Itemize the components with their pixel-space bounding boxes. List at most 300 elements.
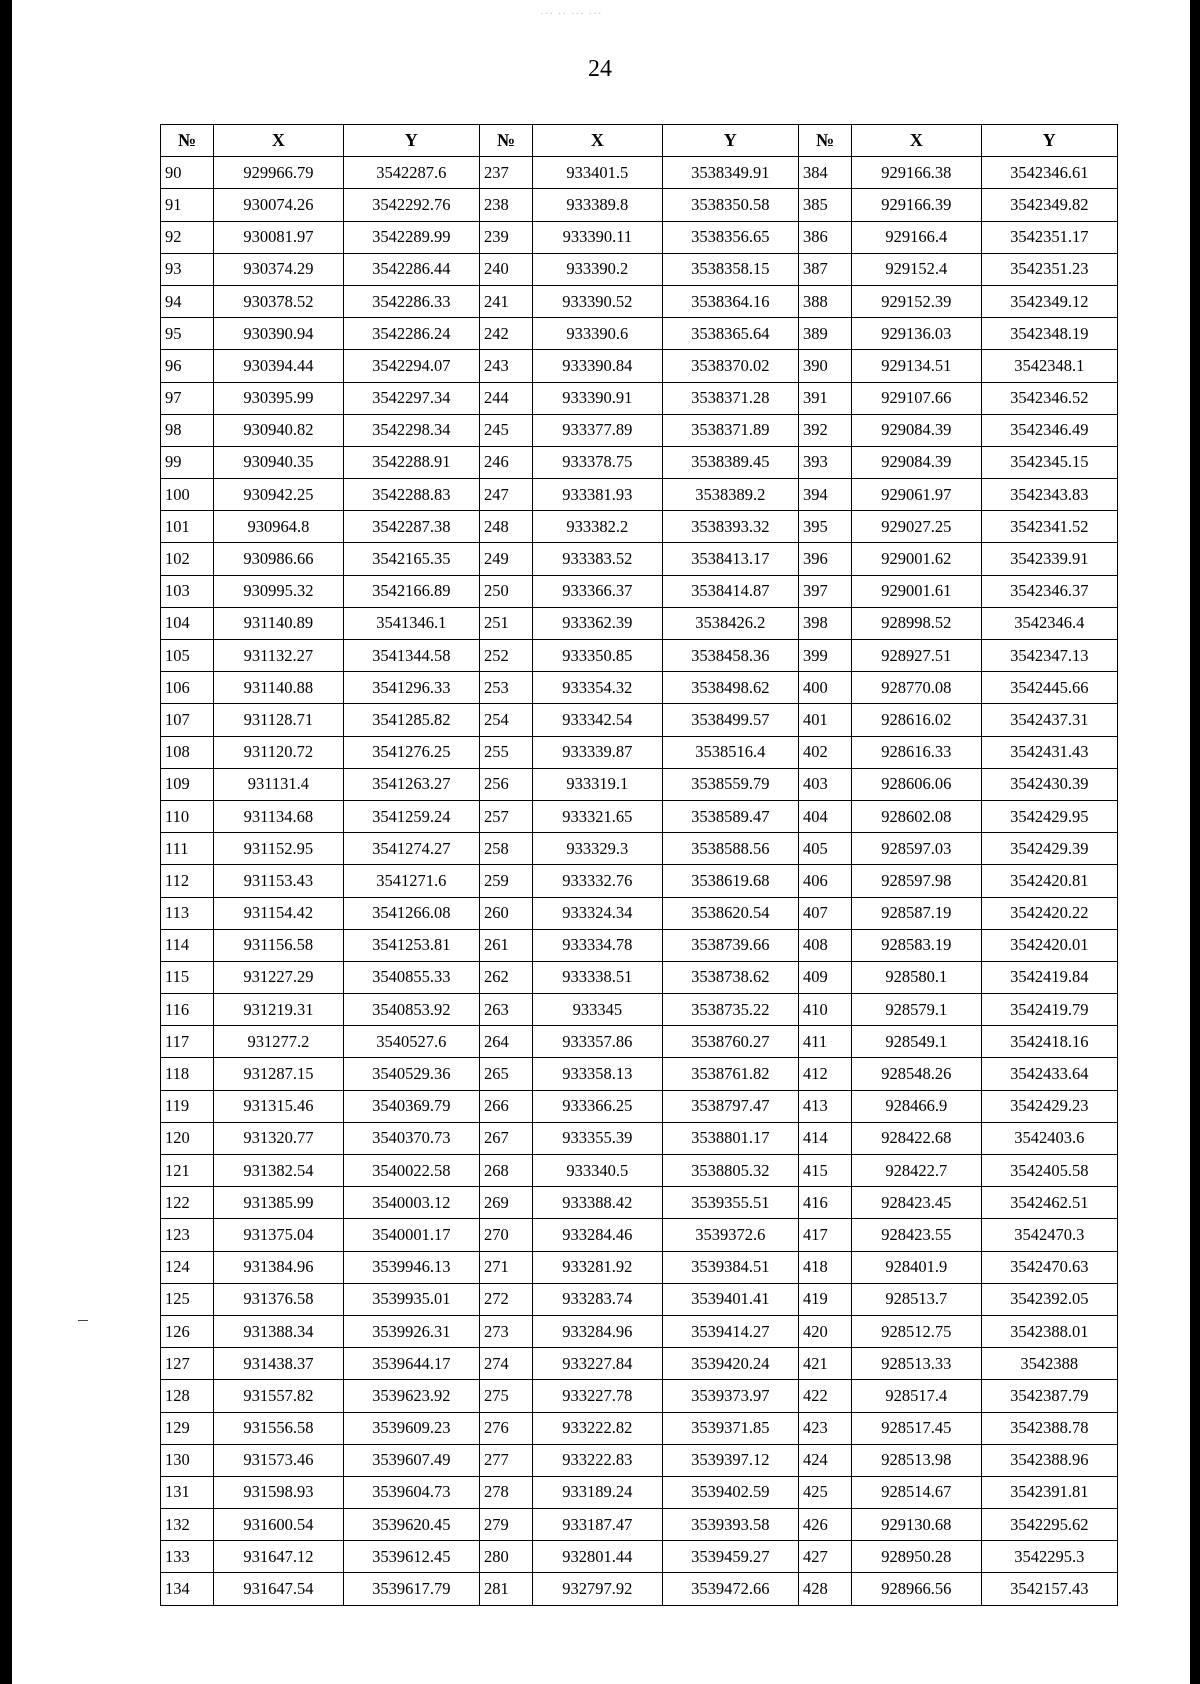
point-number-cell: 101 <box>161 511 214 543</box>
point-number-cell: 112 <box>161 865 214 897</box>
point-number-cell: 395 <box>798 511 851 543</box>
x-coordinate-cell: 933338.51 <box>533 961 662 993</box>
x-coordinate-cell: 929084.39 <box>852 414 981 446</box>
y-coordinate-cell: 3542346.61 <box>981 157 1117 189</box>
table-row <box>161 704 1118 736</box>
point-number-cell: 121 <box>161 1155 214 1187</box>
point-number-cell: 404 <box>798 800 851 832</box>
y-coordinate-cell: 3540022.58 <box>343 1155 479 1187</box>
x-coordinate-cell: 931573.46 <box>214 1444 343 1476</box>
x-coordinate-cell: 933354.32 <box>533 672 662 704</box>
point-number-cell: 133 <box>161 1541 214 1573</box>
point-number-cell: 280 <box>479 1541 532 1573</box>
y-coordinate-cell: 3538371.89 <box>662 414 798 446</box>
point-number-cell: 397 <box>798 575 851 607</box>
point-number-cell: 406 <box>798 865 851 897</box>
x-coordinate-cell: 933357.86 <box>533 1026 662 1058</box>
x-coordinate-cell: 930374.29 <box>214 253 343 285</box>
x-coordinate-cell: 928927.51 <box>852 640 981 672</box>
y-coordinate-cell: 3538797.47 <box>662 1090 798 1122</box>
table-row <box>161 929 1118 961</box>
x-coordinate-cell: 929166.4 <box>852 221 981 253</box>
y-coordinate-cell: 3539371.85 <box>662 1412 798 1444</box>
y-coordinate-cell: 3538801.17 <box>662 1122 798 1154</box>
point-number-cell: 241 <box>479 285 532 317</box>
point-number-cell: 127 <box>161 1348 214 1380</box>
table-row <box>161 414 1118 446</box>
x-coordinate-cell: 928517.45 <box>852 1412 981 1444</box>
point-number-cell: 99 <box>161 446 214 478</box>
y-coordinate-cell: 3542351.17 <box>981 221 1117 253</box>
point-number-cell: 104 <box>161 607 214 639</box>
y-coordinate-cell: 3540527.6 <box>343 1026 479 1058</box>
x-coordinate-cell: 933281.92 <box>533 1251 662 1283</box>
point-number-cell: 90 <box>161 157 214 189</box>
x-coordinate-cell: 929152.39 <box>852 285 981 317</box>
x-coordinate-cell: 931140.88 <box>214 672 343 704</box>
x-coordinate-cell: 928514.67 <box>852 1476 981 1508</box>
column-header-y: Y <box>662 125 798 157</box>
y-coordinate-cell: 3542349.12 <box>981 285 1117 317</box>
point-number-cell: 270 <box>479 1219 532 1251</box>
y-coordinate-cell: 3539384.51 <box>662 1251 798 1283</box>
point-number-cell: 414 <box>798 1122 851 1154</box>
y-coordinate-cell: 3538356.65 <box>662 221 798 253</box>
point-number-cell: 108 <box>161 736 214 768</box>
y-coordinate-cell: 3538738.62 <box>662 961 798 993</box>
y-coordinate-cell: 3542433.64 <box>981 1058 1117 1090</box>
table-body <box>161 157 1118 1605</box>
x-coordinate-cell: 929134.51 <box>852 350 981 382</box>
table-row <box>161 318 1118 350</box>
point-number-cell: 410 <box>798 994 851 1026</box>
y-coordinate-cell: 3538413.17 <box>662 543 798 575</box>
y-coordinate-cell: 3542288.91 <box>343 446 479 478</box>
x-coordinate-cell: 928548.26 <box>852 1058 981 1090</box>
x-coordinate-cell: 930395.99 <box>214 382 343 414</box>
scan-binding-edge-left <box>0 0 12 1684</box>
x-coordinate-cell: 933350.85 <box>533 640 662 672</box>
x-coordinate-cell: 929107.66 <box>852 382 981 414</box>
table-row <box>161 1283 1118 1315</box>
point-number-cell: 269 <box>479 1187 532 1219</box>
y-coordinate-cell: 3541285.82 <box>343 704 479 736</box>
y-coordinate-cell: 3542420.81 <box>981 865 1117 897</box>
x-coordinate-cell: 933382.2 <box>533 511 662 543</box>
x-coordinate-cell: 933377.89 <box>533 414 662 446</box>
y-coordinate-cell: 3538349.91 <box>662 157 798 189</box>
point-number-cell: 119 <box>161 1090 214 1122</box>
y-coordinate-cell: 3539946.13 <box>343 1251 479 1283</box>
x-coordinate-cell: 930940.35 <box>214 446 343 478</box>
y-coordinate-cell: 3542286.44 <box>343 253 479 285</box>
point-number-cell: 264 <box>479 1026 532 1058</box>
point-number-cell: 420 <box>798 1315 851 1347</box>
x-coordinate-cell: 928513.33 <box>852 1348 981 1380</box>
y-coordinate-cell: 3542346.4 <box>981 607 1117 639</box>
x-coordinate-cell: 933222.82 <box>533 1412 662 1444</box>
x-coordinate-cell: 933358.13 <box>533 1058 662 1090</box>
y-coordinate-cell: 3542419.79 <box>981 994 1117 1026</box>
y-coordinate-cell: 3539402.59 <box>662 1476 798 1508</box>
x-coordinate-cell: 931384.96 <box>214 1251 343 1283</box>
x-coordinate-cell: 933321.65 <box>533 800 662 832</box>
point-number-cell: 281 <box>479 1573 532 1605</box>
y-coordinate-cell: 3542431.43 <box>981 736 1117 768</box>
point-number-cell: 254 <box>479 704 532 736</box>
point-number-cell: 266 <box>479 1090 532 1122</box>
point-number-cell: 122 <box>161 1187 214 1219</box>
point-number-cell: 100 <box>161 479 214 511</box>
y-coordinate-cell: 3539617.79 <box>343 1573 479 1605</box>
x-coordinate-cell: 931152.95 <box>214 833 343 865</box>
y-coordinate-cell: 3538805.32 <box>662 1155 798 1187</box>
y-coordinate-cell: 3538393.32 <box>662 511 798 543</box>
point-number-cell: 412 <box>798 1058 851 1090</box>
y-coordinate-cell: 3542387.79 <box>981 1380 1117 1412</box>
y-coordinate-cell: 3542430.39 <box>981 768 1117 800</box>
y-coordinate-cell: 3539472.66 <box>662 1573 798 1605</box>
y-coordinate-cell: 3538516.4 <box>662 736 798 768</box>
x-coordinate-cell: 931156.58 <box>214 929 343 961</box>
table-row <box>161 1026 1118 1058</box>
x-coordinate-cell: 928587.19 <box>852 897 981 929</box>
x-coordinate-cell: 929166.39 <box>852 189 981 221</box>
column-header-y: Y <box>343 125 479 157</box>
point-number-cell: 384 <box>798 157 851 189</box>
point-number-cell: 279 <box>479 1509 532 1541</box>
table-row <box>161 1122 1118 1154</box>
point-number-cell: 265 <box>479 1058 532 1090</box>
table-row <box>161 1187 1118 1219</box>
point-number-cell: 124 <box>161 1251 214 1283</box>
x-coordinate-cell: 931388.34 <box>214 1315 343 1347</box>
x-coordinate-cell: 933189.24 <box>533 1476 662 1508</box>
x-coordinate-cell: 931376.58 <box>214 1283 343 1315</box>
x-coordinate-cell: 933388.42 <box>533 1187 662 1219</box>
point-number-cell: 240 <box>479 253 532 285</box>
x-coordinate-cell: 931315.46 <box>214 1090 343 1122</box>
point-number-cell: 411 <box>798 1026 851 1058</box>
table-row <box>161 1315 1118 1347</box>
y-coordinate-cell: 3538589.47 <box>662 800 798 832</box>
point-number-cell: 399 <box>798 640 851 672</box>
point-number-cell: 428 <box>798 1573 851 1605</box>
y-coordinate-cell: 3541271.6 <box>343 865 479 897</box>
y-coordinate-cell: 3541253.81 <box>343 929 479 961</box>
y-coordinate-cell: 3539459.27 <box>662 1541 798 1573</box>
point-number-cell: 400 <box>798 672 851 704</box>
x-coordinate-cell: 933401.5 <box>533 157 662 189</box>
point-number-cell: 130 <box>161 1444 214 1476</box>
x-coordinate-cell: 930995.32 <box>214 575 343 607</box>
y-coordinate-cell: 3542429.23 <box>981 1090 1117 1122</box>
x-coordinate-cell: 933390.2 <box>533 253 662 285</box>
point-number-cell: 274 <box>479 1348 532 1380</box>
column-header-x: X <box>533 125 662 157</box>
point-number-cell: 387 <box>798 253 851 285</box>
x-coordinate-cell: 930074.26 <box>214 189 343 221</box>
table-row <box>161 865 1118 897</box>
point-number-cell: 105 <box>161 640 214 672</box>
y-coordinate-cell: 3538499.57 <box>662 704 798 736</box>
y-coordinate-cell: 3541346.1 <box>343 607 479 639</box>
x-coordinate-cell: 928597.03 <box>852 833 981 865</box>
x-coordinate-cell: 931287.15 <box>214 1058 343 1090</box>
point-number-cell: 125 <box>161 1283 214 1315</box>
x-coordinate-cell: 933342.54 <box>533 704 662 736</box>
point-number-cell: 117 <box>161 1026 214 1058</box>
x-coordinate-cell: 928583.19 <box>852 929 981 961</box>
table-header-row <box>161 125 1118 157</box>
point-number-cell: 106 <box>161 672 214 704</box>
point-number-cell: 114 <box>161 929 214 961</box>
x-coordinate-cell: 933284.96 <box>533 1315 662 1347</box>
point-number-cell: 253 <box>479 672 532 704</box>
point-number-cell: 134 <box>161 1573 214 1605</box>
point-number-cell: 93 <box>161 253 214 285</box>
y-coordinate-cell: 3538364.16 <box>662 285 798 317</box>
y-coordinate-cell: 3541259.24 <box>343 800 479 832</box>
x-coordinate-cell: 933362.39 <box>533 607 662 639</box>
x-coordinate-cell: 931154.42 <box>214 897 343 929</box>
x-coordinate-cell: 933227.84 <box>533 1348 662 1380</box>
point-number-cell: 249 <box>479 543 532 575</box>
point-number-cell: 396 <box>798 543 851 575</box>
point-number-cell: 409 <box>798 961 851 993</box>
x-coordinate-cell: 931556.58 <box>214 1412 343 1444</box>
table-row <box>161 1090 1118 1122</box>
point-number-cell: 255 <box>479 736 532 768</box>
x-coordinate-cell: 930081.97 <box>214 221 343 253</box>
table-row <box>161 350 1118 382</box>
point-number-cell: 423 <box>798 1412 851 1444</box>
y-coordinate-cell: 3542345.15 <box>981 446 1117 478</box>
x-coordinate-cell: 928606.06 <box>852 768 981 800</box>
x-coordinate-cell: 928770.08 <box>852 672 981 704</box>
y-coordinate-cell: 3542341.52 <box>981 511 1117 543</box>
y-coordinate-cell: 3538389.45 <box>662 446 798 478</box>
point-number-cell: 418 <box>798 1251 851 1283</box>
y-coordinate-cell: 3539604.73 <box>343 1476 479 1508</box>
x-coordinate-cell: 933378.75 <box>533 446 662 478</box>
point-number-cell: 260 <box>479 897 532 929</box>
x-coordinate-cell: 933390.84 <box>533 350 662 382</box>
point-number-cell: 113 <box>161 897 214 929</box>
y-coordinate-cell: 3542391.81 <box>981 1476 1117 1508</box>
y-coordinate-cell: 3538620.54 <box>662 897 798 929</box>
point-number-cell: 256 <box>479 768 532 800</box>
column-header-x: X <box>852 125 981 157</box>
point-number-cell: 109 <box>161 768 214 800</box>
point-number-cell: 92 <box>161 221 214 253</box>
x-coordinate-cell: 928466.9 <box>852 1090 981 1122</box>
y-coordinate-cell: 3538414.87 <box>662 575 798 607</box>
x-coordinate-cell: 931131.4 <box>214 768 343 800</box>
y-coordinate-cell: 3542405.58 <box>981 1155 1117 1187</box>
margin-mark <box>78 1320 88 1321</box>
point-number-cell: 110 <box>161 800 214 832</box>
x-coordinate-cell: 928513.98 <box>852 1444 981 1476</box>
table-row <box>161 1541 1118 1573</box>
point-number-cell: 275 <box>479 1380 532 1412</box>
point-number-cell: 392 <box>798 414 851 446</box>
point-number-cell: 111 <box>161 833 214 865</box>
table-row <box>161 994 1118 1026</box>
x-coordinate-cell: 931153.43 <box>214 865 343 897</box>
x-coordinate-cell: 931120.72 <box>214 736 343 768</box>
point-number-cell: 126 <box>161 1315 214 1347</box>
y-coordinate-cell: 3542420.01 <box>981 929 1117 961</box>
y-coordinate-cell: 3538370.02 <box>662 350 798 382</box>
y-coordinate-cell: 3538389.2 <box>662 479 798 511</box>
point-number-cell: 118 <box>161 1058 214 1090</box>
y-coordinate-cell: 3542437.31 <box>981 704 1117 736</box>
y-coordinate-cell: 3538739.66 <box>662 929 798 961</box>
x-coordinate-cell: 930942.25 <box>214 479 343 511</box>
point-number-cell: 107 <box>161 704 214 736</box>
column-header-x: X <box>214 125 343 157</box>
table-row <box>161 1573 1118 1605</box>
point-number-cell: 403 <box>798 768 851 800</box>
y-coordinate-cell: 3538588.56 <box>662 833 798 865</box>
y-coordinate-cell: 3541263.27 <box>343 768 479 800</box>
y-coordinate-cell: 3540370.73 <box>343 1122 479 1154</box>
y-coordinate-cell: 3542388.78 <box>981 1412 1117 1444</box>
point-number-cell: 258 <box>479 833 532 865</box>
x-coordinate-cell: 931132.27 <box>214 640 343 672</box>
y-coordinate-cell: 3542295.62 <box>981 1509 1117 1541</box>
table-row <box>161 607 1118 639</box>
point-number-cell: 131 <box>161 1476 214 1508</box>
y-coordinate-cell: 3542418.16 <box>981 1026 1117 1058</box>
x-coordinate-cell: 933329.3 <box>533 833 662 865</box>
table-row <box>161 961 1118 993</box>
x-coordinate-cell: 928423.45 <box>852 1187 981 1219</box>
point-number-cell: 394 <box>798 479 851 511</box>
y-coordinate-cell: 3542287.38 <box>343 511 479 543</box>
y-coordinate-cell: 3539401.41 <box>662 1283 798 1315</box>
table-row <box>161 446 1118 478</box>
point-number-cell: 116 <box>161 994 214 1026</box>
point-number-cell: 239 <box>479 221 532 253</box>
x-coordinate-cell: 928513.7 <box>852 1283 981 1315</box>
table-row <box>161 1251 1118 1283</box>
x-coordinate-cell: 933332.76 <box>533 865 662 897</box>
point-number-cell: 238 <box>479 189 532 221</box>
y-coordinate-cell: 3538365.64 <box>662 318 798 350</box>
point-number-cell: 250 <box>479 575 532 607</box>
table-row <box>161 157 1118 189</box>
x-coordinate-cell: 933340.5 <box>533 1155 662 1187</box>
y-coordinate-cell: 3542346.49 <box>981 414 1117 446</box>
x-coordinate-cell: 933187.47 <box>533 1509 662 1541</box>
x-coordinate-cell: 928401.9 <box>852 1251 981 1283</box>
y-coordinate-cell: 3540369.79 <box>343 1090 479 1122</box>
point-number-cell: 242 <box>479 318 532 350</box>
point-number-cell: 405 <box>798 833 851 865</box>
x-coordinate-cell: 933284.46 <box>533 1219 662 1251</box>
point-number-cell: 237 <box>479 157 532 189</box>
y-coordinate-cell: 3542429.39 <box>981 833 1117 865</box>
y-coordinate-cell: 3538761.82 <box>662 1058 798 1090</box>
table-row <box>161 897 1118 929</box>
y-coordinate-cell: 3539355.51 <box>662 1187 798 1219</box>
x-coordinate-cell: 933390.11 <box>533 221 662 253</box>
x-coordinate-cell: 931598.93 <box>214 1476 343 1508</box>
x-coordinate-cell: 929130.68 <box>852 1509 981 1541</box>
x-coordinate-cell: 932801.44 <box>533 1541 662 1573</box>
table-row <box>161 285 1118 317</box>
point-number-cell: 277 <box>479 1444 532 1476</box>
table-row <box>161 736 1118 768</box>
header-smudge: ··· ·· ··· ··· <box>540 8 603 20</box>
point-number-cell: 267 <box>479 1122 532 1154</box>
coordinates-table <box>160 124 1118 1606</box>
y-coordinate-cell: 3539414.27 <box>662 1315 798 1347</box>
point-number-cell: 251 <box>479 607 532 639</box>
column-header-y: Y <box>981 125 1117 157</box>
table-row <box>161 382 1118 414</box>
table-row <box>161 189 1118 221</box>
y-coordinate-cell: 3538358.15 <box>662 253 798 285</box>
x-coordinate-cell: 929152.4 <box>852 253 981 285</box>
x-coordinate-cell: 930378.52 <box>214 285 343 317</box>
point-number-cell: 424 <box>798 1444 851 1476</box>
y-coordinate-cell: 3538498.62 <box>662 672 798 704</box>
column-header-number: № <box>161 125 214 157</box>
x-coordinate-cell: 928998.52 <box>852 607 981 639</box>
point-number-cell: 273 <box>479 1315 532 1347</box>
x-coordinate-cell: 933366.25 <box>533 1090 662 1122</box>
y-coordinate-cell: 3539397.12 <box>662 1444 798 1476</box>
x-coordinate-cell: 931219.31 <box>214 994 343 1026</box>
y-coordinate-cell: 3542388 <box>981 1348 1117 1380</box>
x-coordinate-cell: 931140.89 <box>214 607 343 639</box>
point-number-cell: 261 <box>479 929 532 961</box>
x-coordinate-cell: 928602.08 <box>852 800 981 832</box>
x-coordinate-cell: 931600.54 <box>214 1509 343 1541</box>
y-coordinate-cell: 3542470.3 <box>981 1219 1117 1251</box>
y-coordinate-cell: 3538735.22 <box>662 994 798 1026</box>
point-number-cell: 389 <box>798 318 851 350</box>
y-coordinate-cell: 3542298.34 <box>343 414 479 446</box>
table-row <box>161 1509 1118 1541</box>
point-number-cell: 408 <box>798 929 851 961</box>
x-coordinate-cell: 929966.79 <box>214 157 343 189</box>
y-coordinate-cell: 3542392.05 <box>981 1283 1117 1315</box>
y-coordinate-cell: 3539623.92 <box>343 1380 479 1412</box>
y-coordinate-cell: 3539620.45 <box>343 1509 479 1541</box>
y-coordinate-cell: 3540001.17 <box>343 1219 479 1251</box>
x-coordinate-cell: 933390.91 <box>533 382 662 414</box>
coordinates-table-container <box>160 124 1118 1606</box>
table-row <box>161 800 1118 832</box>
point-number-cell: 96 <box>161 350 214 382</box>
x-coordinate-cell: 933355.39 <box>533 1122 662 1154</box>
y-coordinate-cell: 3541344.58 <box>343 640 479 672</box>
point-number-cell: 422 <box>798 1380 851 1412</box>
x-coordinate-cell: 928616.02 <box>852 704 981 736</box>
y-coordinate-cell: 3542294.07 <box>343 350 479 382</box>
y-coordinate-cell: 3542388.96 <box>981 1444 1117 1476</box>
x-coordinate-cell: 931382.54 <box>214 1155 343 1187</box>
x-coordinate-cell: 931227.29 <box>214 961 343 993</box>
point-number-cell: 248 <box>479 511 532 543</box>
point-number-cell: 393 <box>798 446 851 478</box>
point-number-cell: 415 <box>798 1155 851 1187</box>
x-coordinate-cell: 933283.74 <box>533 1283 662 1315</box>
